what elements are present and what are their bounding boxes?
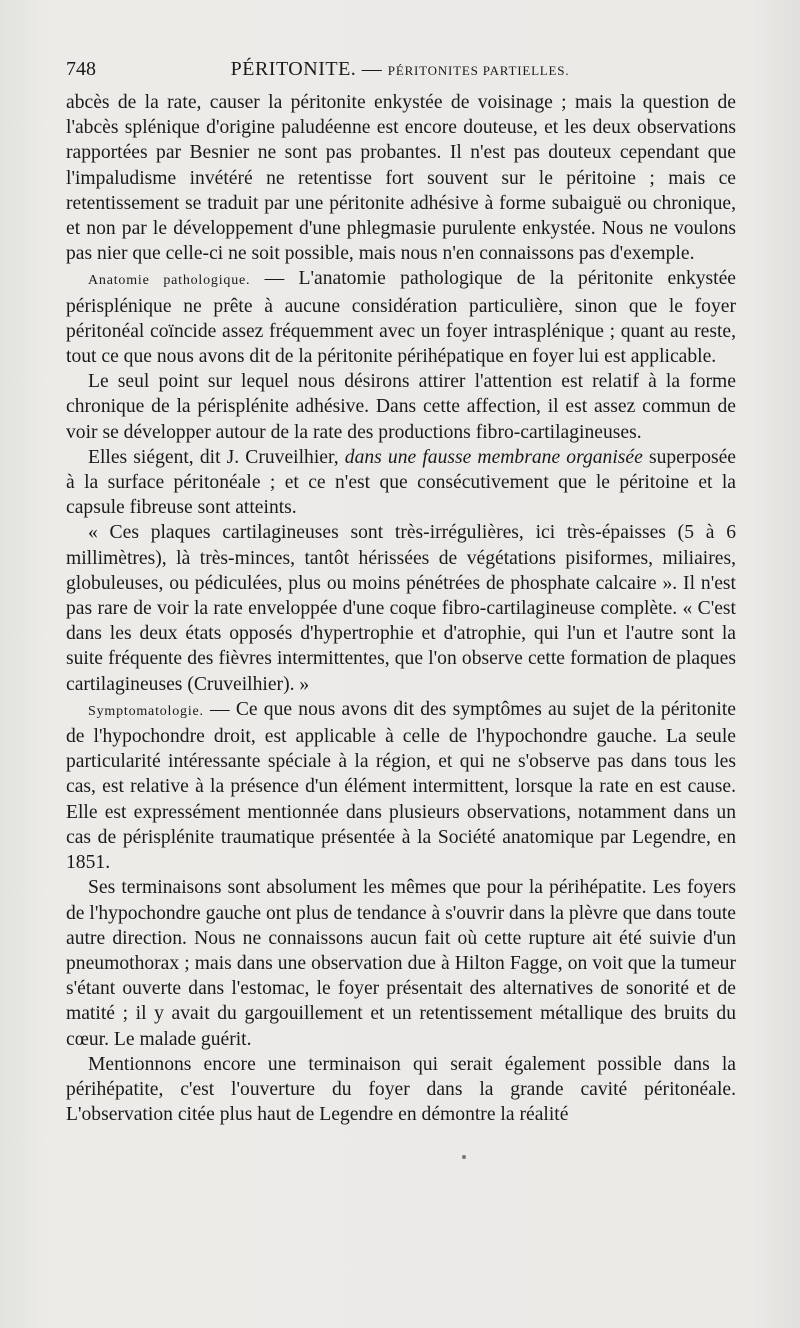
- italic-text: dans une fausse membrane organisée: [344, 446, 643, 468]
- section-heading: Anatomie pathologique.: [88, 273, 251, 289]
- header-title: PÉRITONITE.: [230, 58, 357, 80]
- paragraph: Le seul point sur lequel nous désirons attirer l'attention est relatif à la forme chronique de la périsplénite adhésive. Dans cette affection, il est assez commun de voir se développer autour de la rate des productions fibro-cartilagineuses.: [66, 371, 736, 443]
- paragraph-symptomatologie: [66, 697, 736, 875]
- section-heading: Symptomatologie.: [88, 703, 204, 719]
- paragraph-quotation: « Ces plaques cartilagineuses sont très-irrégulières, ici très-épaisses (5 à 6 millimètres), là très-minces, tantôt hérissées de végétations pisiformes, miliaires, globuleuses, ou pédiculées, plus ou moins pénétrées de phosphate calcaire ». Il n'est pas rare de voir la rate enveloppée d'une coque fibro-cartilagineuse complète. « C'est dans les deux états opposés d'hypertrophie et d'atrophie, qui l'un et l'autre sont la suite fréquente des fièvres intermittentes, que l'on observe cette formation de plaques cartilagineuses (Cruveilhier). »: [66, 522, 736, 695]
- running-header: [66, 58, 734, 86]
- header-subtitle: PÉRITONITES PARTIELLES.: [387, 63, 570, 78]
- paragraph: Mentionnons encore une terminaison qui serait également possible dans la périhépatite, c'est l'ouverture du foyer dans la grande cavité péritonéale. L'observation citée plus haut de Legendre en démontre la réalité: [66, 1053, 736, 1126]
- paragraph-text: superposée à la surface péritonéale ; et ce n'est que consécutivement que le péritoine et la capsule fibreuse sont atteints.: [66, 446, 737, 519]
- paragraph-text: — Ce que nous avons dit des symptômes au sujet de la péritonite de l'hypochondre droit, est applicable à celle de l'hypochondre gauche. La seule particularité intéressante spéciale à la région, et qui ne s'observe pas dans tous les cas, est relative à la présence d'un élément intermittent, lorsque la rate en est cause. Elle est expressément mentionnée dans plusieurs observations, notamment dans un cas de périsplénite traumatique présentée à la Société anatomique par Legendre, en 1851.: [66, 698, 736, 874]
- header-separator: —: [361, 58, 383, 80]
- paragraph-cruveilhier: [66, 445, 736, 521]
- paragraph-anatomie: [66, 266, 736, 369]
- running-title: [66, 58, 734, 81]
- body-text: [66, 90, 736, 1127]
- paragraph: Ses terminaisons sont absolument les mêmes que pour la périhépatite. Les foyers de l'hypochondre gauche ont plus de tendance à s'ouvrir dans la plèvre que dans toute autre direction. Nous ne connaissons aucun fait où cette rupture ait été suivie d'un pneumothorax ; mais dans une observation due à Hilton Fagge, on voit que la tumeur s'étant ouverte dans l'estomac, le foyer présentait des alternatives de sonorité et de matité ; il y avait du gargouillement et un retentissement métallique des bruits du cœur. Le malade guérit.: [66, 877, 736, 1050]
- paragraph-text: — L'anatomie pathologique de la péritonite enkystée périsplénique ne prête à aucune considération particulière, sinon que le foyer péritonéal coïncide assez fréquemment avec un foyer intrasplénique ; quant au reste, tout ce que nous avons dit de la péritonite périhépatique en foyer lui est applicable.: [66, 268, 737, 368]
- paragraph: abcès de la rate, causer la péritonite enkystée de voisinage ; mais la question de l'abcès splénique d'origine paludéenne est encore douteuse, et les deux observations rapportées par Besnier ne sont pas probantes. Il n'est pas douteux cependant que l'impaludisme invétéré ne retentisse fort souvent sur le péritoine ; mais ce retentissement se traduit par une péritonite adhésive à forme subaiguë ou chronique, et non par le développement d'une phlegmasie purulente enkystée. Nous ne voulons pas nier que celle-ci ne soit possible, mais nous n'en connaissons pas d'exemple.: [66, 92, 736, 265]
- print-speck: [462, 1155, 466, 1159]
- page-number: 748: [66, 58, 96, 80]
- paragraph-text: Elles siégent, dit J. Cruveilhier,: [88, 446, 345, 468]
